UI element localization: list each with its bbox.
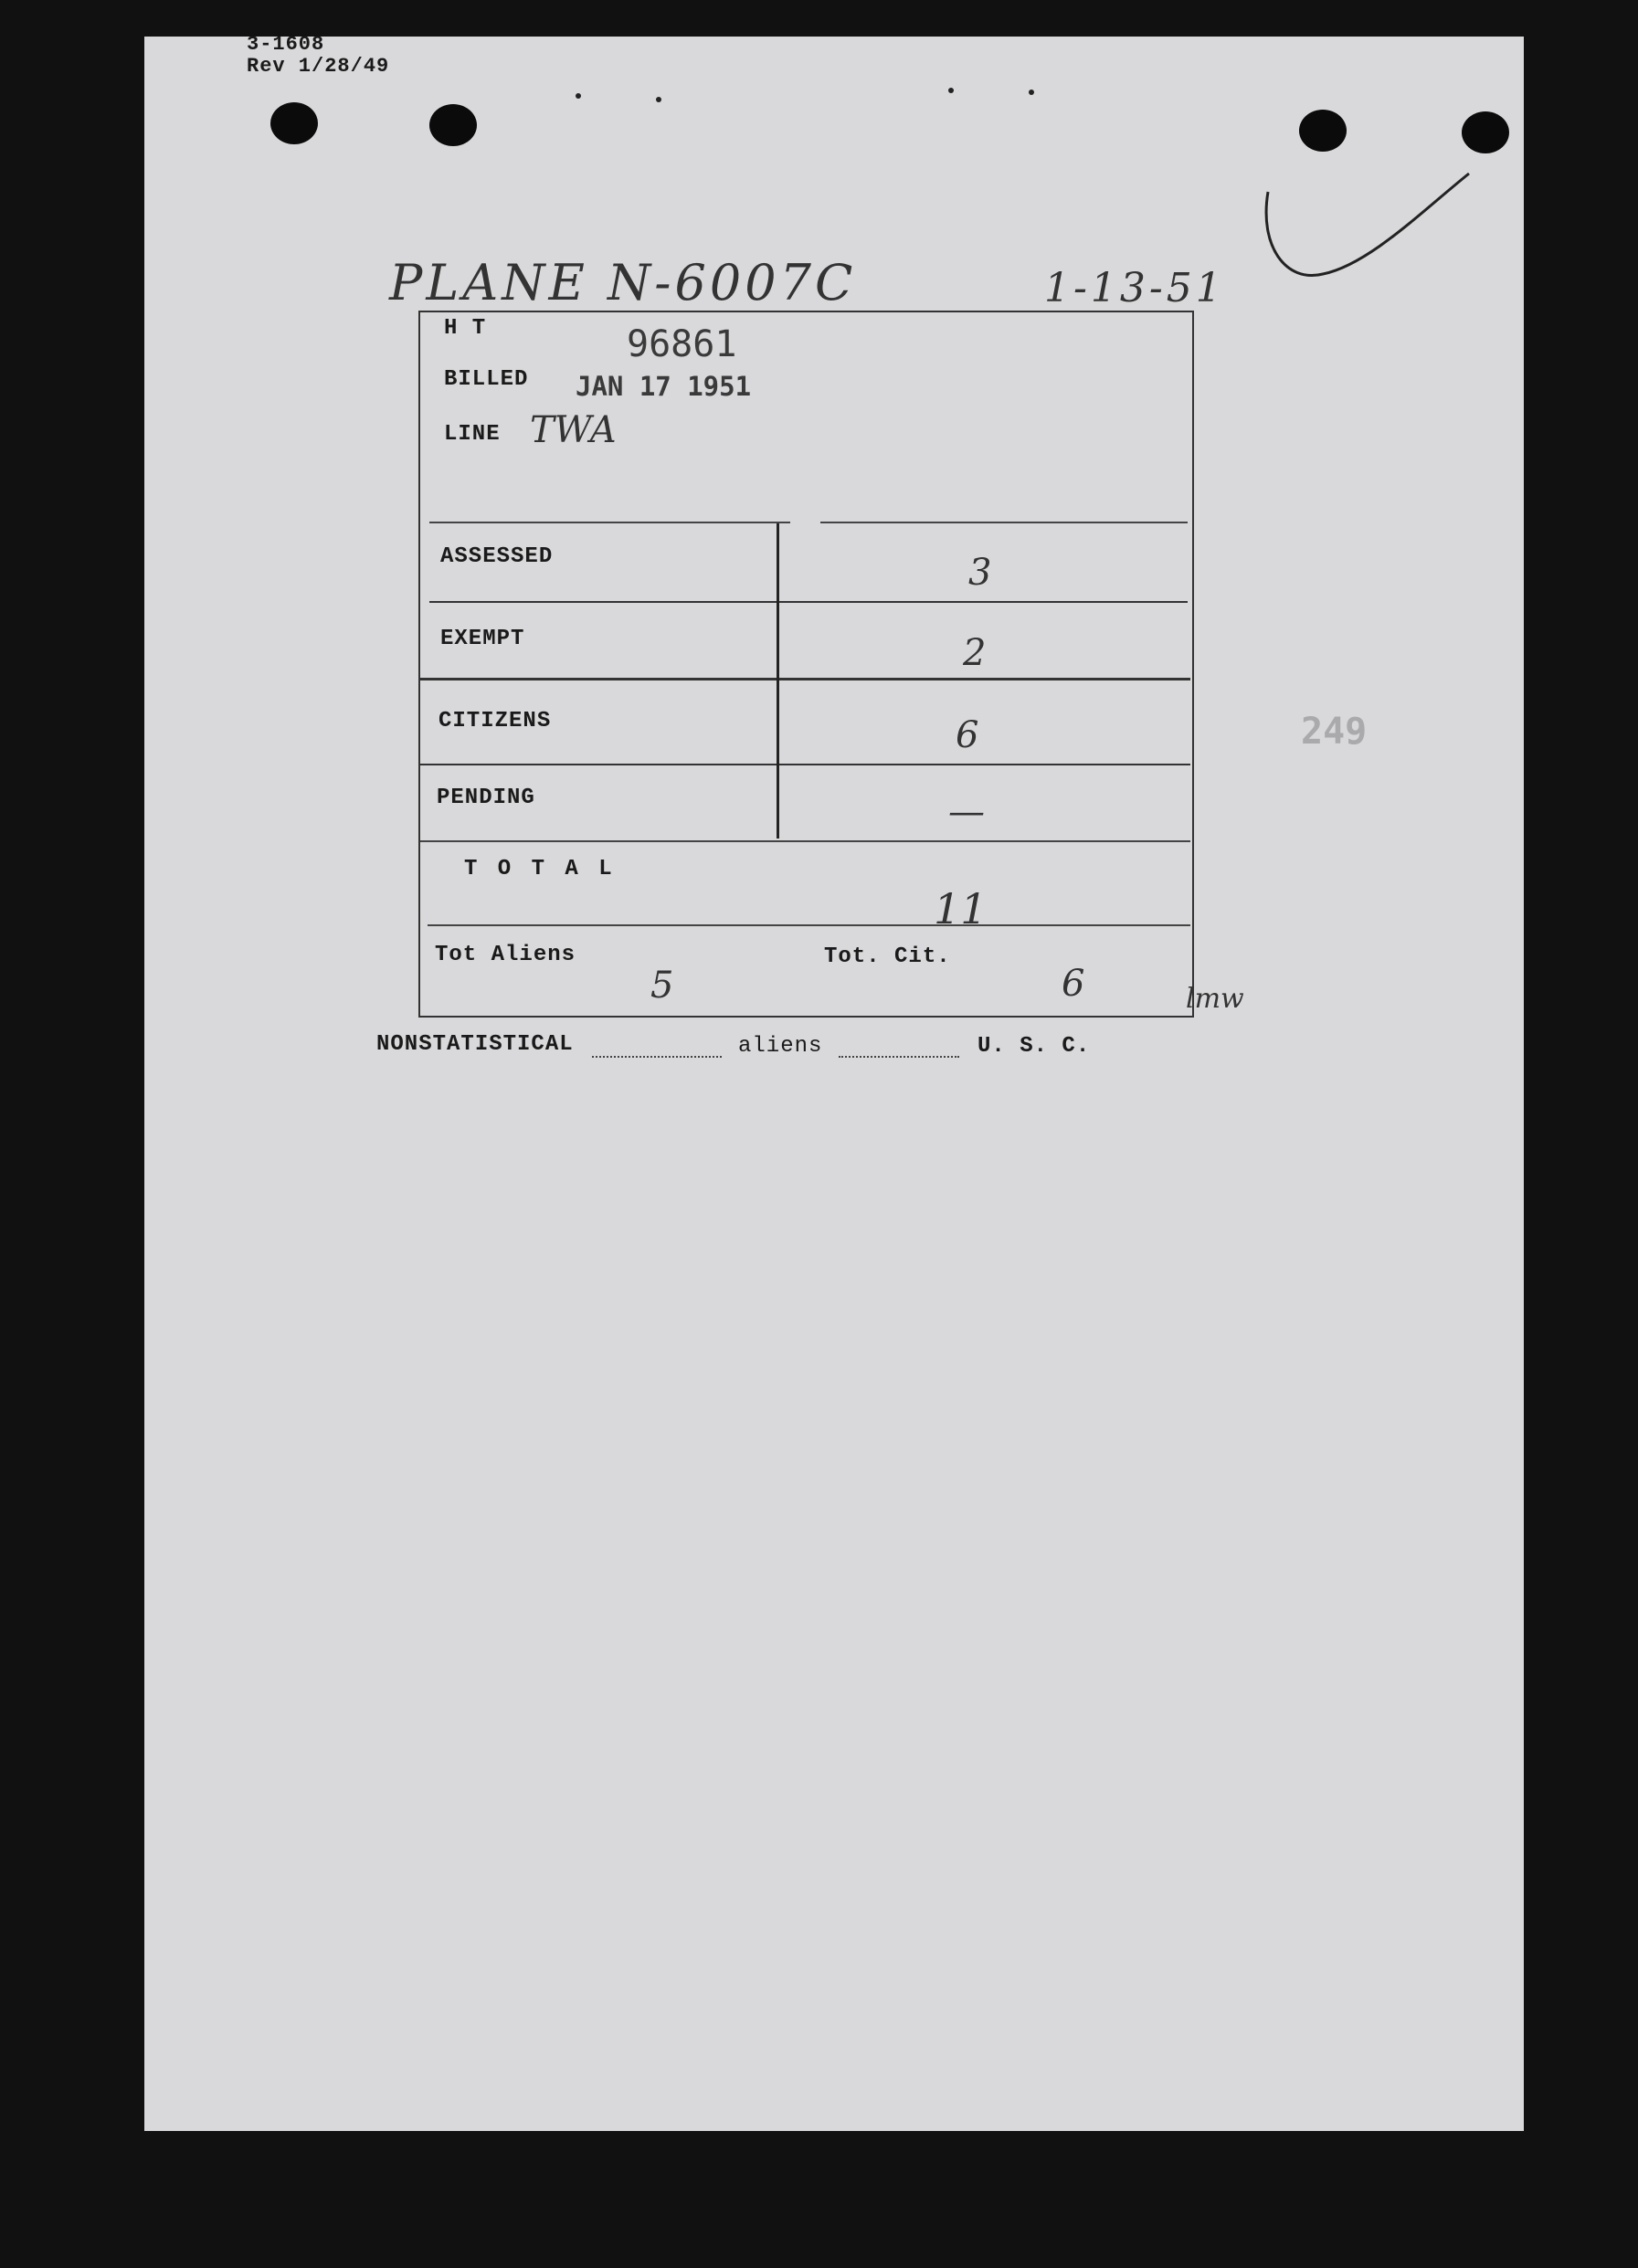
check-mark-icon [1259, 137, 1496, 320]
initials: lmw [1186, 983, 1244, 1015]
speck [656, 97, 661, 102]
usc-label: U. S. C. [978, 1034, 1091, 1059]
total-label: T O T A L [464, 857, 616, 881]
speck [948, 88, 954, 93]
assessed-label: ASSESSED [440, 544, 554, 569]
nonstatistical-label: NONSTATISTICAL [376, 1032, 574, 1057]
exempt-value: 2 [963, 632, 987, 674]
ht-value: 96861 [627, 323, 737, 365]
ht-label: H T [444, 316, 487, 341]
exempt-label: EXEMPT [440, 627, 525, 651]
form-number: 3-1608 [247, 37, 325, 56]
billed-date-stamp: JAN 17 1951 [576, 371, 752, 402]
citizens-value: 6 [956, 714, 979, 756]
rule [420, 678, 1190, 680]
page-number: 249 [1301, 711, 1368, 753]
speck [1029, 90, 1034, 95]
rule [429, 522, 790, 523]
rule [420, 764, 1190, 765]
billed-label: BILLED [444, 367, 529, 392]
citizens-label: CITIZENS [439, 709, 552, 733]
document-card [144, 37, 1524, 2131]
aliens-blank [839, 1056, 959, 1058]
nonstatistical-blank [592, 1056, 722, 1058]
rule [820, 522, 1188, 523]
line-value: TWA [530, 409, 617, 451]
line-label: LINE [444, 422, 501, 447]
speck [576, 93, 581, 99]
punch-hole [270, 102, 318, 144]
punch-hole [429, 104, 477, 146]
column-divider [777, 523, 779, 839]
form-table [418, 311, 1194, 1018]
assessed-value: 3 [968, 552, 992, 594]
pending-value: — [948, 791, 985, 833]
total-value: 11 [934, 884, 988, 934]
plane-number: PLANE N-6007C [389, 254, 857, 311]
tot-aliens-value: 5 [650, 965, 674, 1007]
pending-label: PENDING [437, 786, 535, 810]
header-date: 1-13-51 [1044, 265, 1225, 311]
rule [428, 924, 1190, 926]
rule [420, 840, 1190, 842]
rule [429, 601, 1188, 603]
tot-cit-value: 6 [1062, 963, 1085, 1005]
tot-cit-label: Tot. Cit. [824, 944, 951, 969]
tot-aliens-label: Tot Aliens [435, 943, 576, 967]
form-revision: Rev 1/28/49 [247, 55, 390, 78]
aliens-label: aliens [738, 1034, 823, 1059]
